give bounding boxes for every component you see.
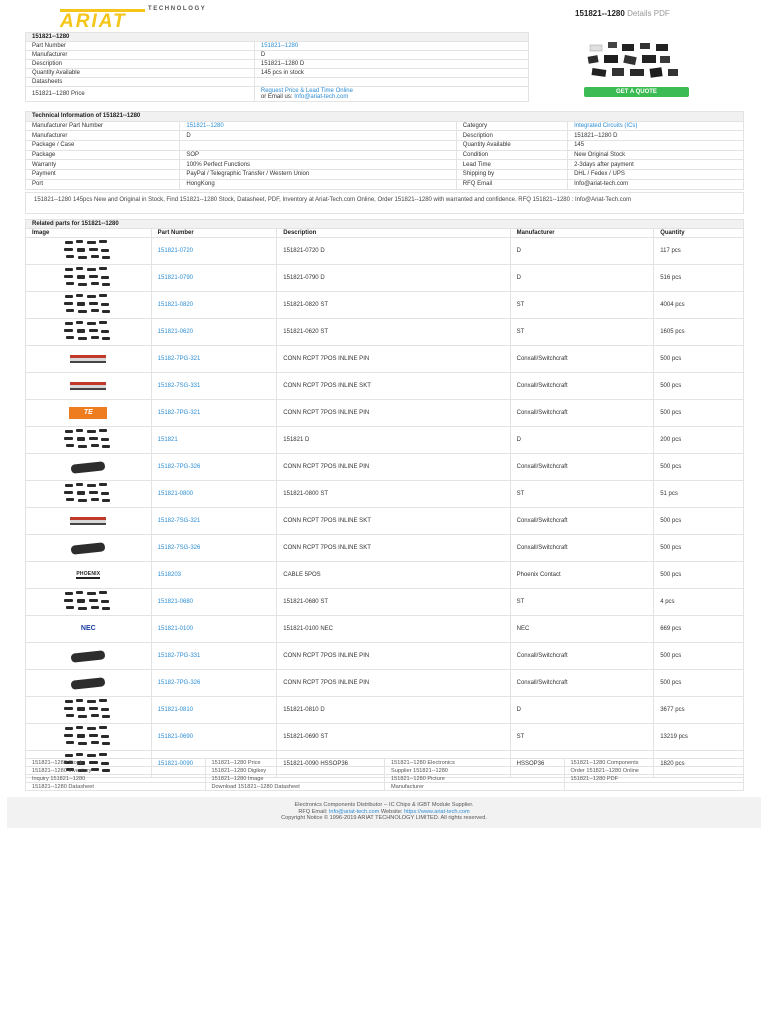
tech-value: Info@ariat-tech.com (568, 179, 744, 189)
footer-copyright: Copyright Notice © 1996-2019 ARIAT TECHNOLOGY LIMITED. All rights reserved. (281, 815, 487, 821)
footer-website-link[interactable]: https://www.ariat-tech.com (404, 808, 470, 815)
email-prefix: or Email us: (260, 94, 293, 100)
part-info-label: Datasheets (26, 78, 255, 87)
quantity-cell: 500 pcs (654, 400, 744, 427)
part-number-link[interactable]: 151821-0090 (157, 761, 194, 767)
part-number-cell (151, 643, 277, 670)
technical-info-row (26, 131, 744, 141)
footer-link[interactable]: Supplier 151821--1280 (385, 767, 565, 775)
footer-links-row (26, 775, 744, 783)
manufacturer-cell: D (510, 427, 654, 454)
tech-label: Package / Case (26, 141, 180, 151)
manufacturer-cell: Conxall/Switchcraft (510, 454, 654, 481)
footer-link[interactable]: 151821--1280 Digikey (205, 767, 385, 775)
part-image-cell[interactable] (26, 427, 152, 454)
part-image-cell[interactable] (26, 562, 152, 589)
tech-value[interactable]: 151821--1280 (180, 121, 456, 131)
description-cell: CONN RCPT 7POS INLINE PIN (277, 670, 510, 697)
footer-link[interactable]: Download 151821--1280 Datasheet (205, 783, 385, 791)
footer-link[interactable]: 151821--1280 Stock (26, 759, 206, 767)
manufacturer-cell: Conxall/Switchcraft (510, 346, 654, 373)
tech-value: New Original Stock (568, 150, 744, 160)
part-image-cell[interactable] (26, 589, 152, 616)
price-label: 151821--1280 Price (26, 87, 255, 102)
cable-connector-icon (71, 650, 106, 663)
chip-package-icon (63, 294, 113, 316)
description-cell: 151821-0820 ST (277, 292, 510, 319)
chip-package-icon (63, 240, 113, 262)
tech-label: Quantity Available (456, 141, 567, 151)
quantity-cell: 500 pcs (654, 454, 744, 481)
description-cell: 151821-0680 ST (277, 589, 510, 616)
footer-link[interactable]: 151821--1280 Picture (385, 775, 565, 783)
cable-connector-icon (71, 677, 106, 690)
description-cell: CONN RCPT 7POS INLINE SKT (277, 508, 510, 535)
stock-notice: 151821--1280 145pcs New and Original in Stock, Find 151821--1280 Stock, Datasheet, PDF, Inventory at Ariat-Tech.com Online, Order 151821--1280 with warranted and confidence. RFQ 151821--1280 : Info@Ariat-Tech.com (25, 192, 744, 214)
tech-value: DHL / Fedex / UPS (568, 170, 744, 180)
footer-website-label: Website: (380, 808, 403, 815)
part-number-cell (151, 589, 277, 616)
part-number-link[interactable]: 15182-7PG-331 (157, 653, 201, 659)
phoenix-contact-logo-icon: PHOENIX (76, 571, 101, 577)
footer-links-row (26, 759, 744, 767)
table-row (26, 724, 744, 751)
quantity-cell: 500 pcs (654, 643, 744, 670)
cable-connector-icon (71, 542, 106, 555)
part-number-cell (151, 373, 277, 400)
tech-label: Description (456, 131, 567, 141)
tech-label: Manufacturer Part Number (26, 121, 180, 131)
part-number-cell (151, 265, 277, 292)
tech-label: Shipping by (456, 170, 567, 180)
manufacturer-cell: ST (510, 724, 654, 751)
price-value (254, 87, 528, 102)
tech-value: 100% Perfect Functions (180, 160, 456, 170)
part-number-cell (151, 508, 277, 535)
footer-links-table (25, 758, 744, 791)
table-row (26, 238, 744, 265)
table-row (26, 400, 744, 427)
description-cell: 151821-0790 D (277, 265, 510, 292)
tech-label: Manufacturer (26, 131, 180, 141)
chip-package-icon (63, 726, 113, 748)
description-cell: CONN RCPT 7POS INLINE PIN (277, 643, 510, 670)
footer-link[interactable]: 151821--1280 Electronics (385, 759, 565, 767)
part-image-cell[interactable] (26, 697, 152, 724)
footer-link[interactable]: 151821--1280 PDF (564, 775, 744, 783)
get-quote-button[interactable]: GET A QUOTE (584, 87, 689, 97)
quantity-cell: 500 pcs (654, 670, 744, 697)
part-number-link[interactable]: 151821-0720 (157, 248, 194, 254)
column-header: Part Number (151, 229, 277, 238)
part-info-row (26, 78, 529, 87)
technical-info-table (25, 111, 744, 190)
part-info-row-price (26, 87, 529, 102)
part-number-link[interactable]: 151821 (157, 437, 178, 443)
part-info-label: Manufacturer (26, 51, 255, 60)
description-cell: 151821-0620 ST (277, 319, 510, 346)
description-cell: CONN RCPT 7POS INLINE PIN (277, 400, 510, 427)
part-info-value (254, 78, 528, 87)
quantity-cell: 13219 pcs (654, 724, 744, 751)
table-row (26, 346, 744, 373)
quantity-cell: 117 pcs (654, 238, 744, 265)
description-cell: 151821-0690 ST (277, 724, 510, 751)
part-info-value: 145 pcs in stock (254, 69, 528, 78)
table-row (26, 265, 744, 292)
description-cell: 151821 D (277, 427, 510, 454)
quantity-cell: 500 pcs (654, 346, 744, 373)
part-number-cell (151, 400, 277, 427)
quantity-cell: 200 pcs (654, 427, 744, 454)
part-image-cell[interactable] (26, 319, 152, 346)
part-number-cell (151, 292, 277, 319)
tech-value: 151821--1280 D (568, 131, 744, 141)
manufacturer-cell: D (510, 265, 654, 292)
part-number-cell (151, 562, 277, 589)
tech-value[interactable]: Integrated Circuits (ICs) (568, 121, 744, 131)
info-email-link[interactable]: Info@ariat-tech.com (294, 94, 349, 100)
part-info-row (26, 60, 529, 69)
connector-icon (70, 382, 106, 390)
technical-info-row (26, 170, 744, 180)
part-number-link[interactable]: 151821-0810 (157, 707, 194, 713)
tech-value: HongKong (180, 179, 456, 189)
cable-connector-icon (71, 461, 106, 474)
manufacturer-cell: Conxall/Switchcraft (510, 535, 654, 562)
request-price-link[interactable]: Request Price & Lead Time Online (260, 88, 353, 94)
part-info-label: Description (26, 60, 255, 69)
chip-package-icon (63, 267, 113, 289)
quantity-cell: 500 pcs (654, 562, 744, 589)
part-number-cell (151, 427, 277, 454)
manufacturer-cell: Conxall/Switchcraft (510, 373, 654, 400)
logo-text: ARIAT (60, 11, 127, 32)
tech-label: Port (26, 179, 180, 189)
tech-value (180, 141, 456, 151)
part-info-value[interactable]: 151821--1280 (254, 42, 528, 51)
manufacturer-cell: ST (510, 292, 654, 319)
description-cell: 151821-0100 NEC (277, 616, 510, 643)
table-row (26, 454, 744, 481)
table-row (26, 319, 744, 346)
page-title-part: 151821--1280 (575, 9, 625, 18)
part-image-cell[interactable] (26, 238, 152, 265)
manufacturer-cell: D (510, 238, 654, 265)
manufacturer-cell: ST (510, 319, 654, 346)
part-number-link[interactable]: 15182-7PG-326 (157, 464, 201, 470)
description-cell: CABLE 5POS (277, 562, 510, 589)
table-row (26, 589, 744, 616)
footer-links-row (26, 767, 744, 775)
footer-link[interactable]: 151821--1280 Inventory (26, 767, 206, 775)
part-number-link[interactable]: 15182-7PG-326 (157, 680, 201, 686)
part-number-link[interactable]: 15182-7SG-326 (157, 545, 201, 551)
footer-rfq-label: RFQ Email: (298, 808, 328, 815)
quantity-cell: 4 pcs (654, 589, 744, 616)
quantity-cell: 500 pcs (654, 373, 744, 400)
te-logo-icon: TE (69, 407, 107, 419)
related-parts-heading: Related parts for 151821--1280 (26, 220, 744, 229)
part-image-cell[interactable] (26, 481, 152, 508)
table-row (26, 562, 744, 589)
site-footer (7, 797, 761, 828)
description-cell: 151821-0800 ST (277, 481, 510, 508)
chip-package-icon (63, 429, 113, 451)
table-row (26, 535, 744, 562)
tech-value: 2-3days after payment (568, 160, 744, 170)
footer-link[interactable]: 151821--1280 Components (564, 759, 744, 767)
part-image-cell[interactable] (26, 616, 152, 643)
part-info-label: Quantity Available (26, 69, 255, 78)
page-title (575, 9, 670, 18)
quantity-cell: 500 pcs (654, 535, 744, 562)
technical-info-heading: Technical Information of 151821--1280 (26, 112, 744, 122)
manufacturer-cell: HSSOP36 (510, 751, 654, 778)
part-number-link[interactable]: 151821-0680 (157, 599, 194, 605)
part-image-cell[interactable] (26, 724, 152, 751)
product-chips-icon (584, 38, 688, 84)
part-number-link[interactable]: 15182-7PG-321 (157, 410, 201, 416)
quantity-cell: 1605 pcs (654, 319, 744, 346)
footer-link[interactable]: 151821--1280 Image (205, 775, 385, 783)
technical-info-row (26, 160, 744, 170)
technical-info-row (26, 150, 744, 160)
footer-links-row (26, 783, 744, 791)
tech-value: D (180, 131, 456, 141)
quantity-cell: 500 pcs (654, 508, 744, 535)
footer-link[interactable]: Inquiry 151821--1280 (26, 775, 206, 783)
tech-value: PayPal / Telegraphic Transfer / Western Union (180, 170, 456, 180)
part-number-cell (151, 346, 277, 373)
table-row (26, 427, 744, 454)
manufacturer-cell: ST (510, 589, 654, 616)
footer-link (564, 783, 744, 791)
part-number-link[interactable]: 1518203 (157, 572, 181, 578)
manufacturer-cell: ST (510, 481, 654, 508)
description-cell: 151821-0720 D (277, 238, 510, 265)
footer-link[interactable]: 151821--1280 Price (205, 759, 385, 767)
part-number-cell (151, 670, 277, 697)
table-row (26, 481, 744, 508)
footer-rfq-email-link[interactable]: Info@ariat-tech.com (328, 808, 380, 815)
part-number-link[interactable]: 151821-0800 (157, 491, 194, 497)
part-number-cell (151, 319, 277, 346)
part-number-link[interactable]: 151821-0820 (157, 302, 194, 308)
part-number-cell (151, 697, 277, 724)
tech-label: Lead Time (456, 160, 567, 170)
technical-info-row (26, 141, 744, 151)
table-row (26, 373, 744, 400)
manufacturer-cell: Conxall/Switchcraft (510, 508, 654, 535)
quantity-cell: 516 pcs (654, 265, 744, 292)
table-row (26, 643, 744, 670)
part-image-cell[interactable] (26, 454, 152, 481)
manufacturer-cell: Conxall/Switchcraft (510, 643, 654, 670)
part-info-row (26, 51, 529, 60)
tech-label: Payment (26, 170, 180, 180)
column-header: Manufacturer (510, 229, 654, 238)
tech-label: Category (456, 121, 567, 131)
part-image-cell[interactable] (26, 292, 152, 319)
tech-label: Condition (456, 150, 567, 160)
part-number-link[interactable]: 151821-0690 (157, 734, 194, 740)
part-number-cell (151, 454, 277, 481)
connector-icon (70, 355, 106, 363)
technical-info-row (26, 179, 744, 189)
technical-info-row (26, 121, 744, 131)
part-info-row (26, 69, 529, 78)
part-number-link[interactable]: 151821-0620 (157, 329, 194, 335)
part-number-link[interactable]: 151821-0790 (157, 275, 194, 281)
logo-subtitle: TECHNOLOGY (148, 6, 207, 12)
manufacturer-cell: NEC (510, 616, 654, 643)
page-title-suffix: Details PDF (627, 9, 670, 18)
footer-link[interactable]: Manufacturer (385, 783, 565, 791)
chip-package-icon (63, 699, 113, 721)
tech-value: 145 (568, 141, 744, 151)
footer-link[interactable]: Order 151821--1280 Online (564, 767, 744, 775)
manufacturer-cell: D (510, 697, 654, 724)
description-cell: 151821-0090 HSSOP36 (277, 751, 510, 778)
column-header: Description (277, 229, 510, 238)
part-number-cell (151, 481, 277, 508)
part-number-link[interactable]: 15182-7PG-321 (157, 356, 201, 362)
manufacturer-cell: Conxall/Switchcraft (510, 400, 654, 427)
table-row (26, 292, 744, 319)
tech-label: RFQ Email (456, 179, 567, 189)
description-cell: CONN RCPT 7POS INLINE PIN (277, 454, 510, 481)
chip-package-icon (63, 591, 113, 613)
part-number-link[interactable]: 15182-7SG-331 (157, 383, 201, 389)
part-number-link[interactable]: 151821-0100 (157, 626, 194, 632)
part-image-cell[interactable] (26, 373, 152, 400)
part-image-cell[interactable] (26, 265, 152, 292)
part-image-cell[interactable] (26, 535, 152, 562)
part-info-value: D (254, 51, 528, 60)
part-info-heading: 151821--1280 (26, 33, 529, 42)
part-number-cell (151, 238, 277, 265)
table-row (26, 508, 744, 535)
quantity-cell: 51 pcs (654, 481, 744, 508)
manufacturer-cell: Phoenix Contact (510, 562, 654, 589)
part-number-cell (151, 535, 277, 562)
table-row (26, 670, 744, 697)
nec-logo-icon: NEC (80, 625, 96, 633)
manufacturer-cell: Conxall/Switchcraft (510, 670, 654, 697)
column-header: Image (26, 229, 152, 238)
part-image-cell[interactable] (26, 400, 152, 427)
part-info-table (25, 32, 529, 102)
site-logo[interactable] (30, 3, 207, 32)
connector-icon (70, 517, 106, 525)
part-info-row (26, 42, 529, 51)
part-image-cell[interactable] (26, 643, 152, 670)
part-image-cell[interactable] (26, 346, 152, 373)
description-cell: CONN RCPT 7POS INLINE PIN (277, 346, 510, 373)
part-image-cell[interactable] (26, 670, 152, 697)
part-info-value: 151821--1280 D (254, 60, 528, 69)
footer-link[interactable]: 151821--1280 Datasheet (26, 783, 206, 791)
footer-tagline: Electronics Components Distributor -- IC Chips & IGBT Module Supplier. (294, 802, 474, 808)
quantity-cell: 669 pcs (654, 616, 744, 643)
table-row (26, 616, 744, 643)
column-header: Quantity (654, 229, 744, 238)
tech-label: Warranty (26, 160, 180, 170)
chip-package-icon (63, 483, 113, 505)
part-info-label: Part Number (26, 42, 255, 51)
table-row (26, 697, 744, 724)
tech-value: SOP (180, 150, 456, 160)
quantity-cell: 3677 pcs (654, 697, 744, 724)
quantity-cell: 4004 pcs (654, 292, 744, 319)
part-image-cell[interactable] (26, 508, 152, 535)
description-cell: CONN RCPT 7POS INLINE SKT (277, 535, 510, 562)
part-number-cell (151, 724, 277, 751)
part-number-link[interactable]: 15182-7SG-321 (157, 518, 201, 524)
tech-label: Package (26, 150, 180, 160)
related-parts-table (25, 219, 744, 778)
chip-package-icon (63, 321, 113, 343)
product-image (584, 38, 688, 84)
quantity-cell: 1820 pcs (654, 751, 744, 778)
description-cell: CONN RCPT 7POS INLINE SKT (277, 373, 510, 400)
part-number-cell (151, 616, 277, 643)
description-cell: 151821-0810 D (277, 697, 510, 724)
